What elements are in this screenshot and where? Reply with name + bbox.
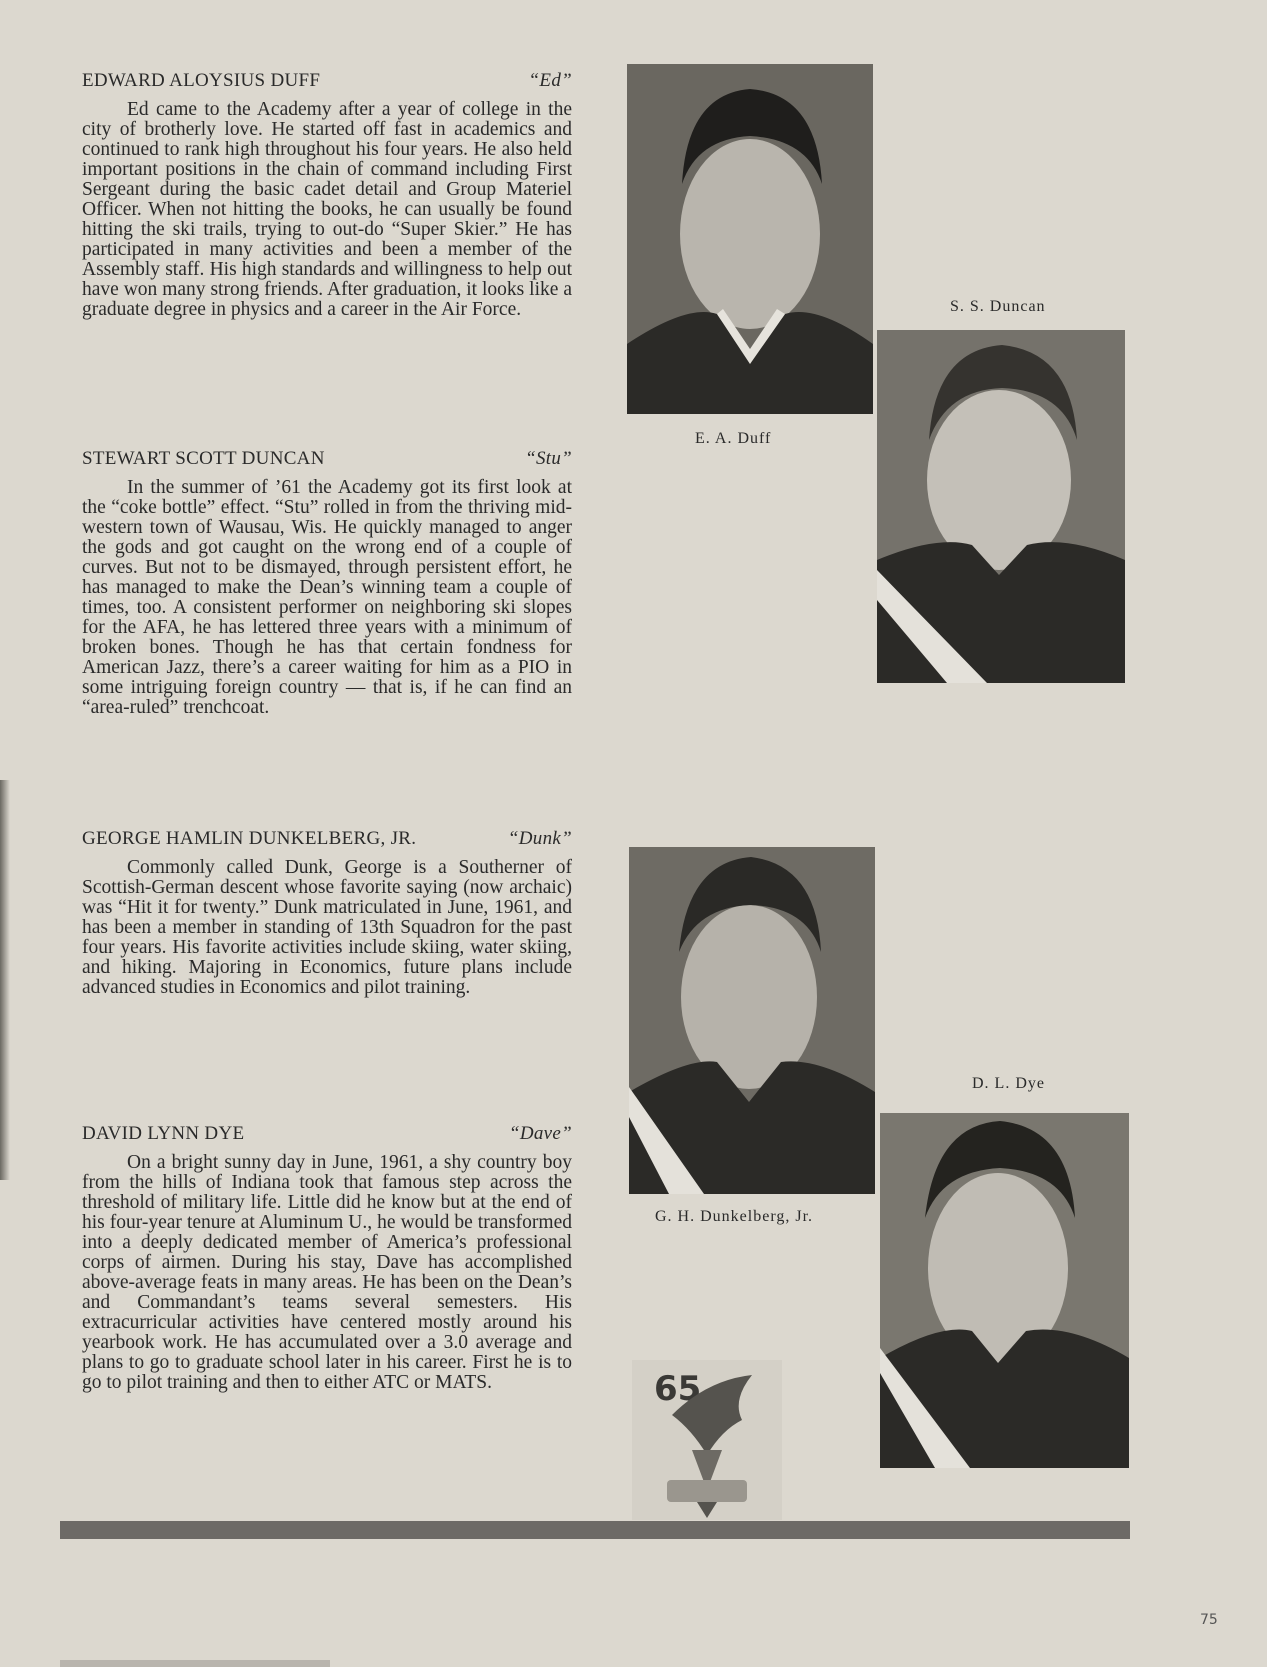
bio-heading [82, 70, 572, 92]
svg-text:65: 65 [654, 1369, 702, 1409]
page-edge-shadow [0, 780, 10, 1180]
bio-heading [82, 448, 572, 470]
portrait-duff [627, 64, 873, 414]
caption-duncan: S. S. Duncan [950, 298, 1046, 315]
bio-nickname: “Stu” [525, 448, 572, 469]
bio-nickname: “Ed” [528, 70, 572, 91]
portrait-dye [880, 1113, 1129, 1468]
eagle-crest-icon [632, 1360, 782, 1520]
bio-text: On a bright sunny day in June, 1961, a shy country boy from the hills of Indiana took that famous step across the threshold of military life. Little did he know but at the end of his four-year tenure at Aluminum U., he would be transformed into a deeply dedicated member of America’s professional corps of airmen. During his stay, Dave has accomplished above-average feats in many areas. He has been on the Dean’s and Commandant’s teams several semesters. His extracurricular activities have centered mostly around his yearbook work. He has accumulated over a 3.0 average and plans to go to graduate school later in his career. First he is to go to pilot training and then to either ATC or MATS. [82, 1152, 572, 1393]
bio-duncan [82, 448, 572, 718]
portrait-dunkelberg [629, 847, 875, 1194]
bio-dye [82, 1123, 572, 1393]
caption-dunkelberg: G. H. Dunkelberg, Jr. [655, 1208, 814, 1225]
bio-duff [82, 70, 572, 320]
bio-nickname: “Dave” [508, 1123, 572, 1144]
bio-heading [82, 828, 572, 850]
bio-name: GEORGE HAMLIN DUNKELBERG, JR. [82, 828, 417, 849]
bio-name: EDWARD ALOYSIUS DUFF [82, 70, 321, 91]
caption-dye: D. L. Dye [972, 1075, 1045, 1092]
caption-duff: E. A. Duff [695, 430, 772, 447]
bio-text: Ed came to the Academy after a year of college in the city of brotherly love. He started off fast in academics and continued to rank high throughout his four years. He also held important positions in the chain of command including First Sergeant during the basic cadet detail and Group Materiel Officer. When not hitting the books, he can usually be found hitting the ski trails, trying to out-do “Super Skier.” He has participated in many activities and been a member of the Assembly staff. His high standards and willingness to help out have won many strong friends. After graduation, it looks like a graduate degree in physics and a career in the Air Force. [82, 99, 572, 320]
footer-tab [60, 1660, 330, 1667]
bio-text: In the summer of ’61 the Academy got its first look at the “coke bottle” effect. “Stu” rolled in from the thriving mid-western town of Wausau, Wis. He quickly managed to anger the gods and got caught on the wrong end of a couple of curves. But not to be dismayed, through persistent effort, he has managed to make the Dean’s winning team a couple of times, too. A consistent performer on neighboring ski slopes for the AFA, he has lettered three years with a minimum of broken bones. Though he has that certain fondness for American Jazz, there’s a career waiting for him as a PIO in some intriguing foreign country — that is, if he can find an “area-ruled” trenchcoat. [82, 477, 572, 718]
class-emblem-logo [632, 1360, 782, 1520]
page-number: 75 [1200, 1612, 1218, 1628]
bio-nickname: “Dunk” [507, 828, 572, 849]
bio-text: Commonly called Dunk, George is a Southerner of Scottish-German descent whose favorite saying (now archaic) was “Hit it for twenty.” Dunk matriculated in June, 1961, and has been a member in standing of 13th Squadron for the past four years. His favorite activities include skiing, water skiing, and hiking. Majoring in Economics, future plans include advanced studies in Economics and pilot training. [82, 857, 572, 998]
portrait-duncan [877, 330, 1125, 683]
bio-name: STEWART SCOTT DUNCAN [82, 448, 325, 469]
bio-dunkelberg [82, 828, 572, 998]
bio-name: DAVID LYNN DYE [82, 1123, 245, 1144]
bottom-divider-bar [60, 1521, 1130, 1539]
bio-heading [82, 1123, 572, 1145]
